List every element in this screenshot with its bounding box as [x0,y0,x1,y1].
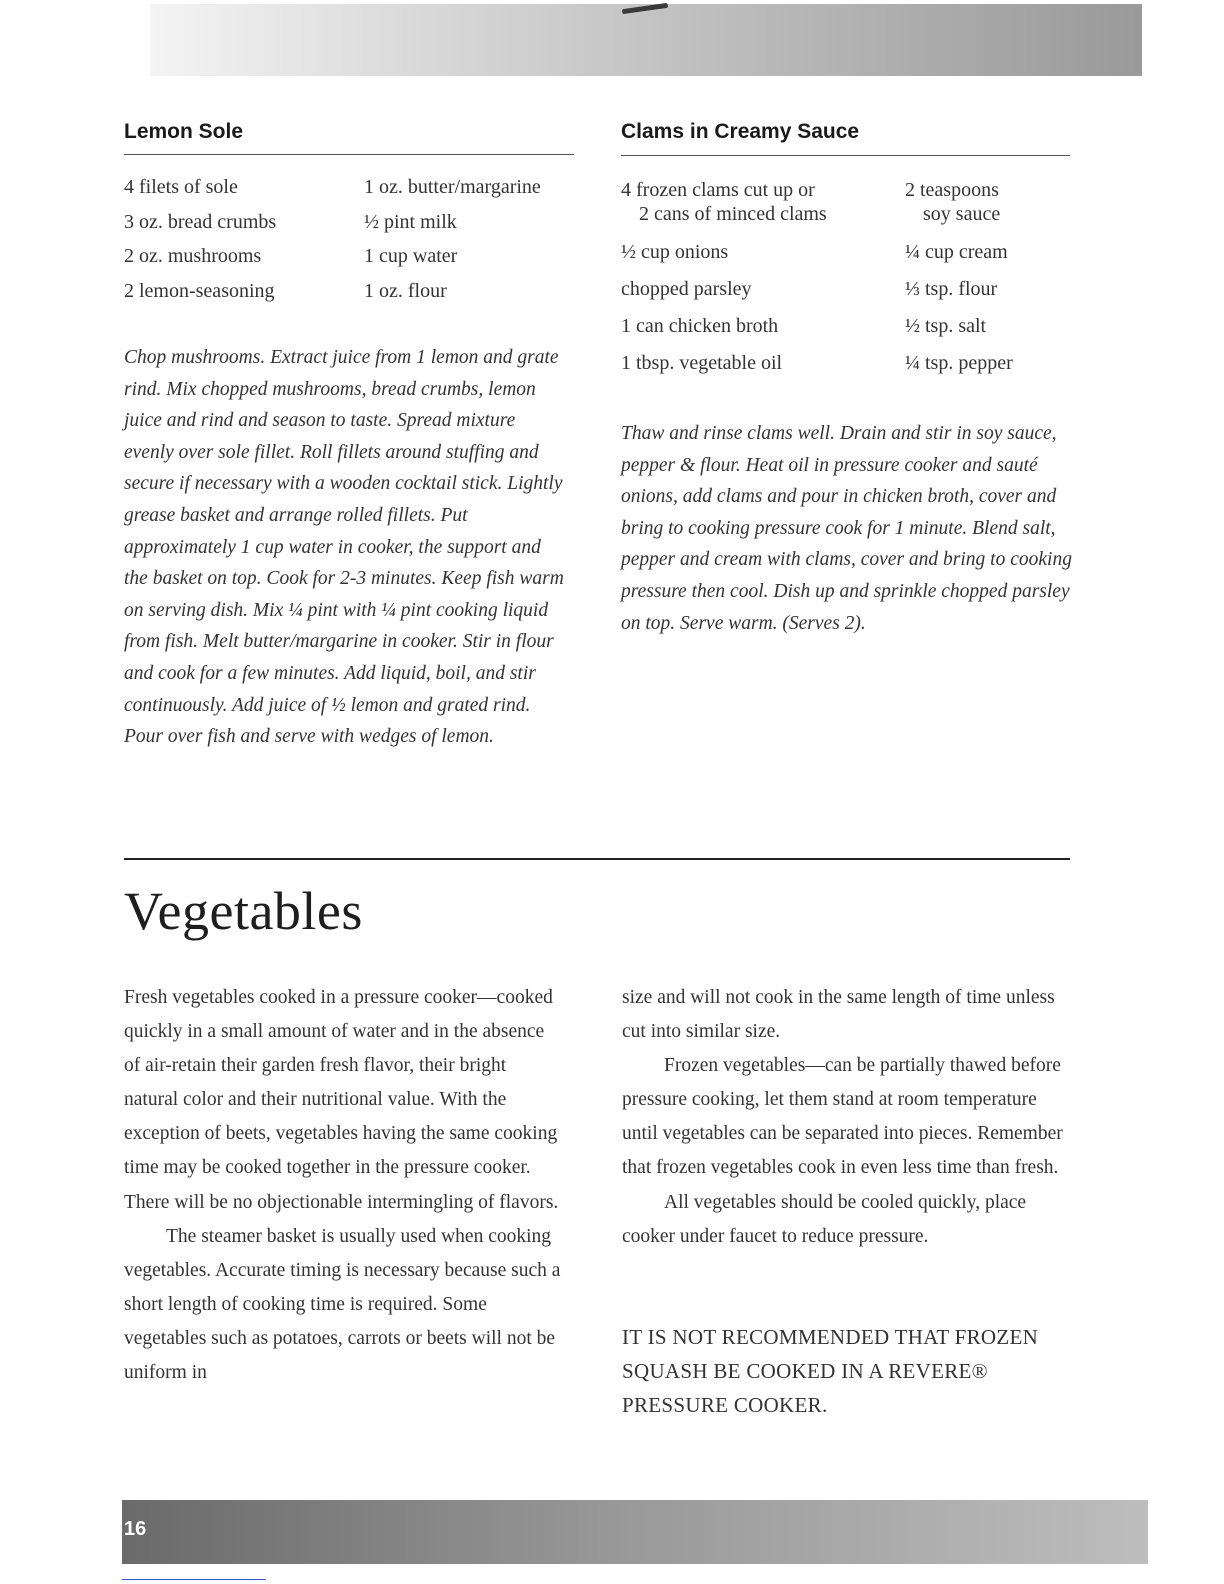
ingredient: 2 oz. mushrooms [124,245,262,267]
paragraph: All vegetables should be cooled quickly, place cooker under faucet to reduce pressure. [622,1191,1027,1247]
ingredient: 1 can chicken broth [621,315,779,337]
footer-band [122,1500,1148,1564]
ingredient: ¼ tsp. pepper [905,352,1013,374]
vegetables-title: Vegetables [124,881,363,941]
ingredient: 1 tbsp. vegetable oil [621,352,783,374]
ingredient: 1 oz. flour [364,279,447,302]
paragraph: Frozen vegetables—can be partially thawed before pressure cooking, let them stand at room temperature until vegetables can be separated into pieces. Remember that frozen vegetables cook in even less time than fresh. [622,1055,1063,1179]
lemon-sole-title: Lemon Sole [124,120,244,143]
paragraph: The steamer basket is usually used when cooking vegetables. Accurate timing is necessary because such a short length of cooking time is required. Some vegetables such as potatoes, carrots or beets will not be uniform in [124,1225,561,1384]
ingredient: ⅓ tsp. flour [905,278,998,300]
clams-ingredients-left [621,178,827,388]
clams-title: Clams in Creamy Sauce [621,120,860,143]
lemon-sole-ingredients-left [124,175,276,313]
ingredient: ½ pint milk [364,210,457,233]
ingredient: ¼ cup cream [905,241,1008,263]
ingredient: 4 frozen clams cut up or 2 cans of minced clams [621,179,827,225]
clams-rule [621,155,1070,156]
paragraph: Fresh vegetables cooked in a pressure cooker—cooked quickly in a small amount of water and in the absence of air-retain their garden fresh flavor, their bright natural color and their nutritional value. With the exception of beets, vegetables having the same cooking time may be cooked together in the pressure cooker. There will be no objectionable intermingling of flavors. [124,987,559,1213]
lemon-sole-ingredients-right [364,175,541,313]
paragraph: size and will not cook in the same length of time unless cut into similar size. [622,987,1055,1043]
footer-underline [122,1579,266,1580]
ingredient: 4 filets of sole [124,176,238,198]
ingredient: ½ cup onions [621,241,729,263]
header-band [150,4,1142,76]
ingredient: 2 teaspoons soy sauce [905,179,1001,225]
ingredient: 3 oz. bread crumbs [124,210,277,233]
section-divider [124,858,1070,860]
ingredient: ½ tsp. salt [905,315,987,337]
clams-method: Thaw and rinse clams well. Drain and stir in soy sauce, pepper & flour. Heat oil in pressure cooker and sauté onions, add clams and pour in chicken broth, cover and bring to cooking pressure cook for 1 minute. Blend salt, pepper and cream with clams, cover and bring to cooking pressure then cool. Dish up and sprinkle chopped parsley on top. Serve warm. (Serves 2). [621,423,1072,634]
vegetables-col-left [124,981,564,1390]
clams-ingredients-right [905,178,1013,388]
vegetables-col-right [622,981,1072,1254]
ingredient: 1 cup water [364,245,458,267]
ingredient: 2 lemon-seasoning [124,279,275,302]
page-number: 16 [124,1518,147,1540]
ingredient: 1 oz. butter/margarine [364,176,541,198]
squash-notice: IT IS NOT RECOMMENDED THAT FROZEN SQUASH BE COOKED IN A REVERE® PRESSURE COOKER. [622,1325,1039,1417]
ingredient: chopped parsley [621,278,752,300]
lemon-sole-method: Chop mushrooms. Extract juice from 1 lemon and grate rind. Mix chopped mushrooms, bread crumbs, lemon juice and rind and season to taste. Spread mixture evenly over sole fillet. Roll fillets around stuffing and secure if necessary with a wooden cocktail stick. Lightly grease basket and arrange rolled fillets. Put approximately 1 cup water in cooker, the support and the basket on top. Cook for 2-3 minutes. Keep fish warm on serving dish. Mix ¼ pint with ¼ pint cooking liquid from fish. Melt butter/margarine in cooker. Stir in flour and cook for a few minutes. Add liquid, boil, and stir continuously. Add juice of ½ lemon and grated rind. Pour over fish and serve with wedges of lemon. [124,347,564,748]
lemon-sole-rule [124,154,574,155]
